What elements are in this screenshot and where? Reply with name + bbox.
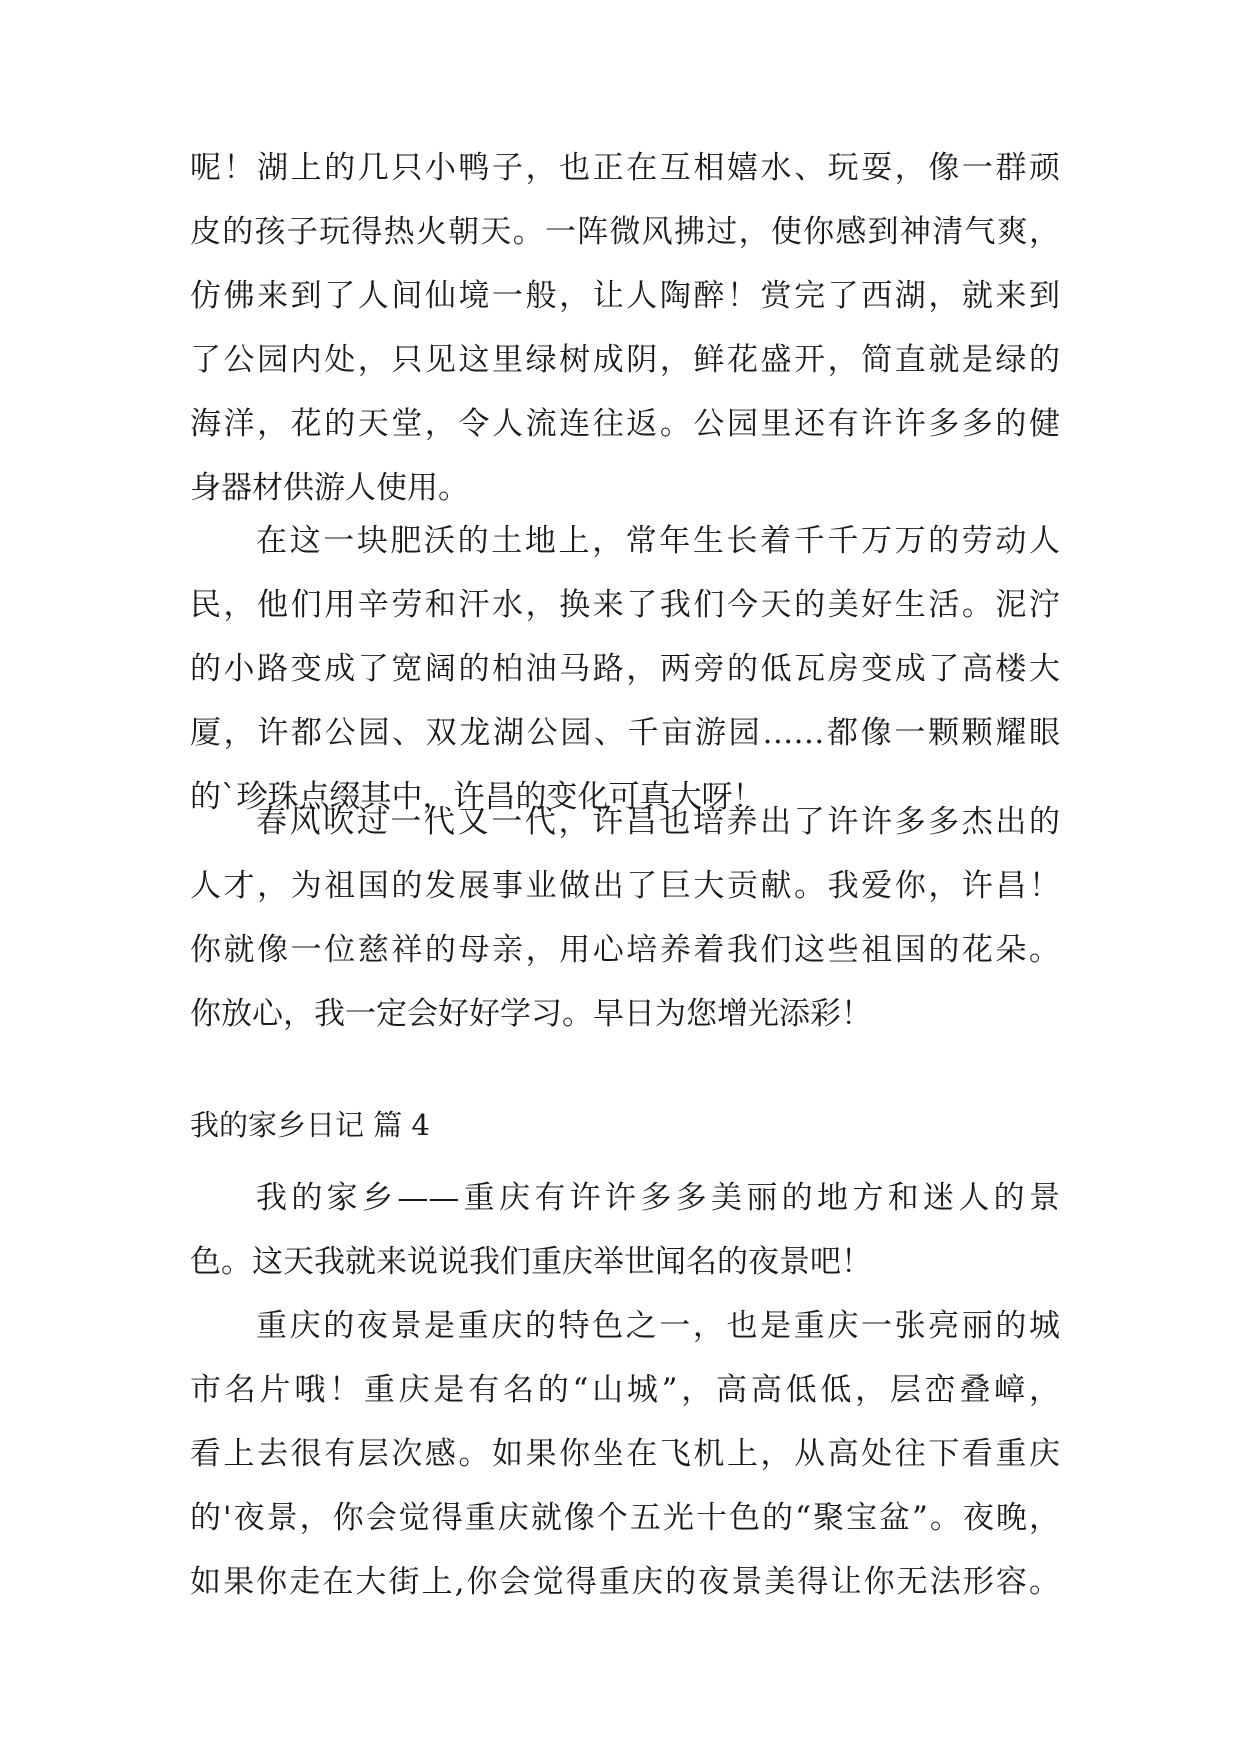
text-line: 皮的孩子玩得热火朝天。一阵微风拂过，使你感到神清气爽， — [190, 214, 1060, 250]
text-line: 呢！湖上的几只小鸭子，也正在互相嬉水、玩耍，像一群顽 — [190, 150, 1060, 186]
paragraph-5 — [190, 1294, 1060, 1614]
text-line: 我的家乡——重庆有许许多多美丽的地方和迷人的景 — [256, 1180, 1060, 1216]
text-line: 海洋，花的天堂，令人流连往返。公园里还有许许多多的健 — [190, 406, 1060, 442]
text-line: 重庆的夜景是重庆的特色之一，也是重庆一张亮丽的城 — [256, 1308, 1060, 1344]
text-line: 在这一块肥沃的土地上，常年生长着千千万万的劳动人 — [256, 523, 1060, 559]
text-line: 仿佛来到了人间仙境一般，让人陶醉！赏完了西湖，就来到 — [190, 278, 1060, 314]
text-line: 了公园内处，只见这里绿树成阴，鲜花盛开，简直就是绿的 — [190, 342, 1060, 378]
text-line: 厦，许都公园、双龙湖公园、千亩游园……都像一颗颗耀眼 — [190, 715, 1060, 751]
text-line: 你放心，我一定会好好学习。早日为您增光添彩！ — [190, 996, 872, 1032]
text-line: 民，他们用辛劳和汗水，换来了我们今天的美好生活。泥泞 — [190, 587, 1060, 623]
text-line: 的小路变成了宽阔的柏油马路，两旁的低瓦房变成了高楼大 — [190, 651, 1060, 687]
paragraph-4 — [190, 1166, 1060, 1294]
text-line: 身器材供游人使用。 — [190, 470, 469, 506]
text-line: 你就像一位慈祥的母亲，用心培养着我们这些祖国的花朵。 — [190, 932, 1060, 968]
text-line: 的`珍珠点缀其中，许昌的变化可真大呀！ — [190, 779, 764, 815]
text-line: 的'夜景，你会觉得重庆就像个五光十色的“聚宝盆”。夜晚， — [190, 1500, 1060, 1536]
paragraph-3 — [190, 790, 1060, 1046]
paragraph-2 — [190, 509, 1060, 829]
section-heading: 我的家乡日记 篇 4 — [190, 1108, 430, 1142]
text-line: 看上去很有层次感。如果你坐在飞机上，从高处往下看重庆 — [190, 1436, 1060, 1472]
text-line: 色。这天我就来说说我们重庆举世闻名的夜景吧！ — [190, 1244, 872, 1280]
text-line: 如果你走在大街上,你会觉得重庆的夜景美得让你无法形容。 — [190, 1564, 1060, 1600]
paragraph-1 — [190, 136, 1060, 520]
text-line: 春风吹过一代又一代，许昌也培养出了许许多多杰出的 — [256, 804, 1060, 840]
text-line: 市名片哦！重庆是有名的“山城”，高高低低，层峦叠嶂， — [190, 1372, 1060, 1408]
text-line: 人才，为祖国的发展事业做出了巨大贡献。我爱你，许昌！ — [190, 868, 1060, 904]
